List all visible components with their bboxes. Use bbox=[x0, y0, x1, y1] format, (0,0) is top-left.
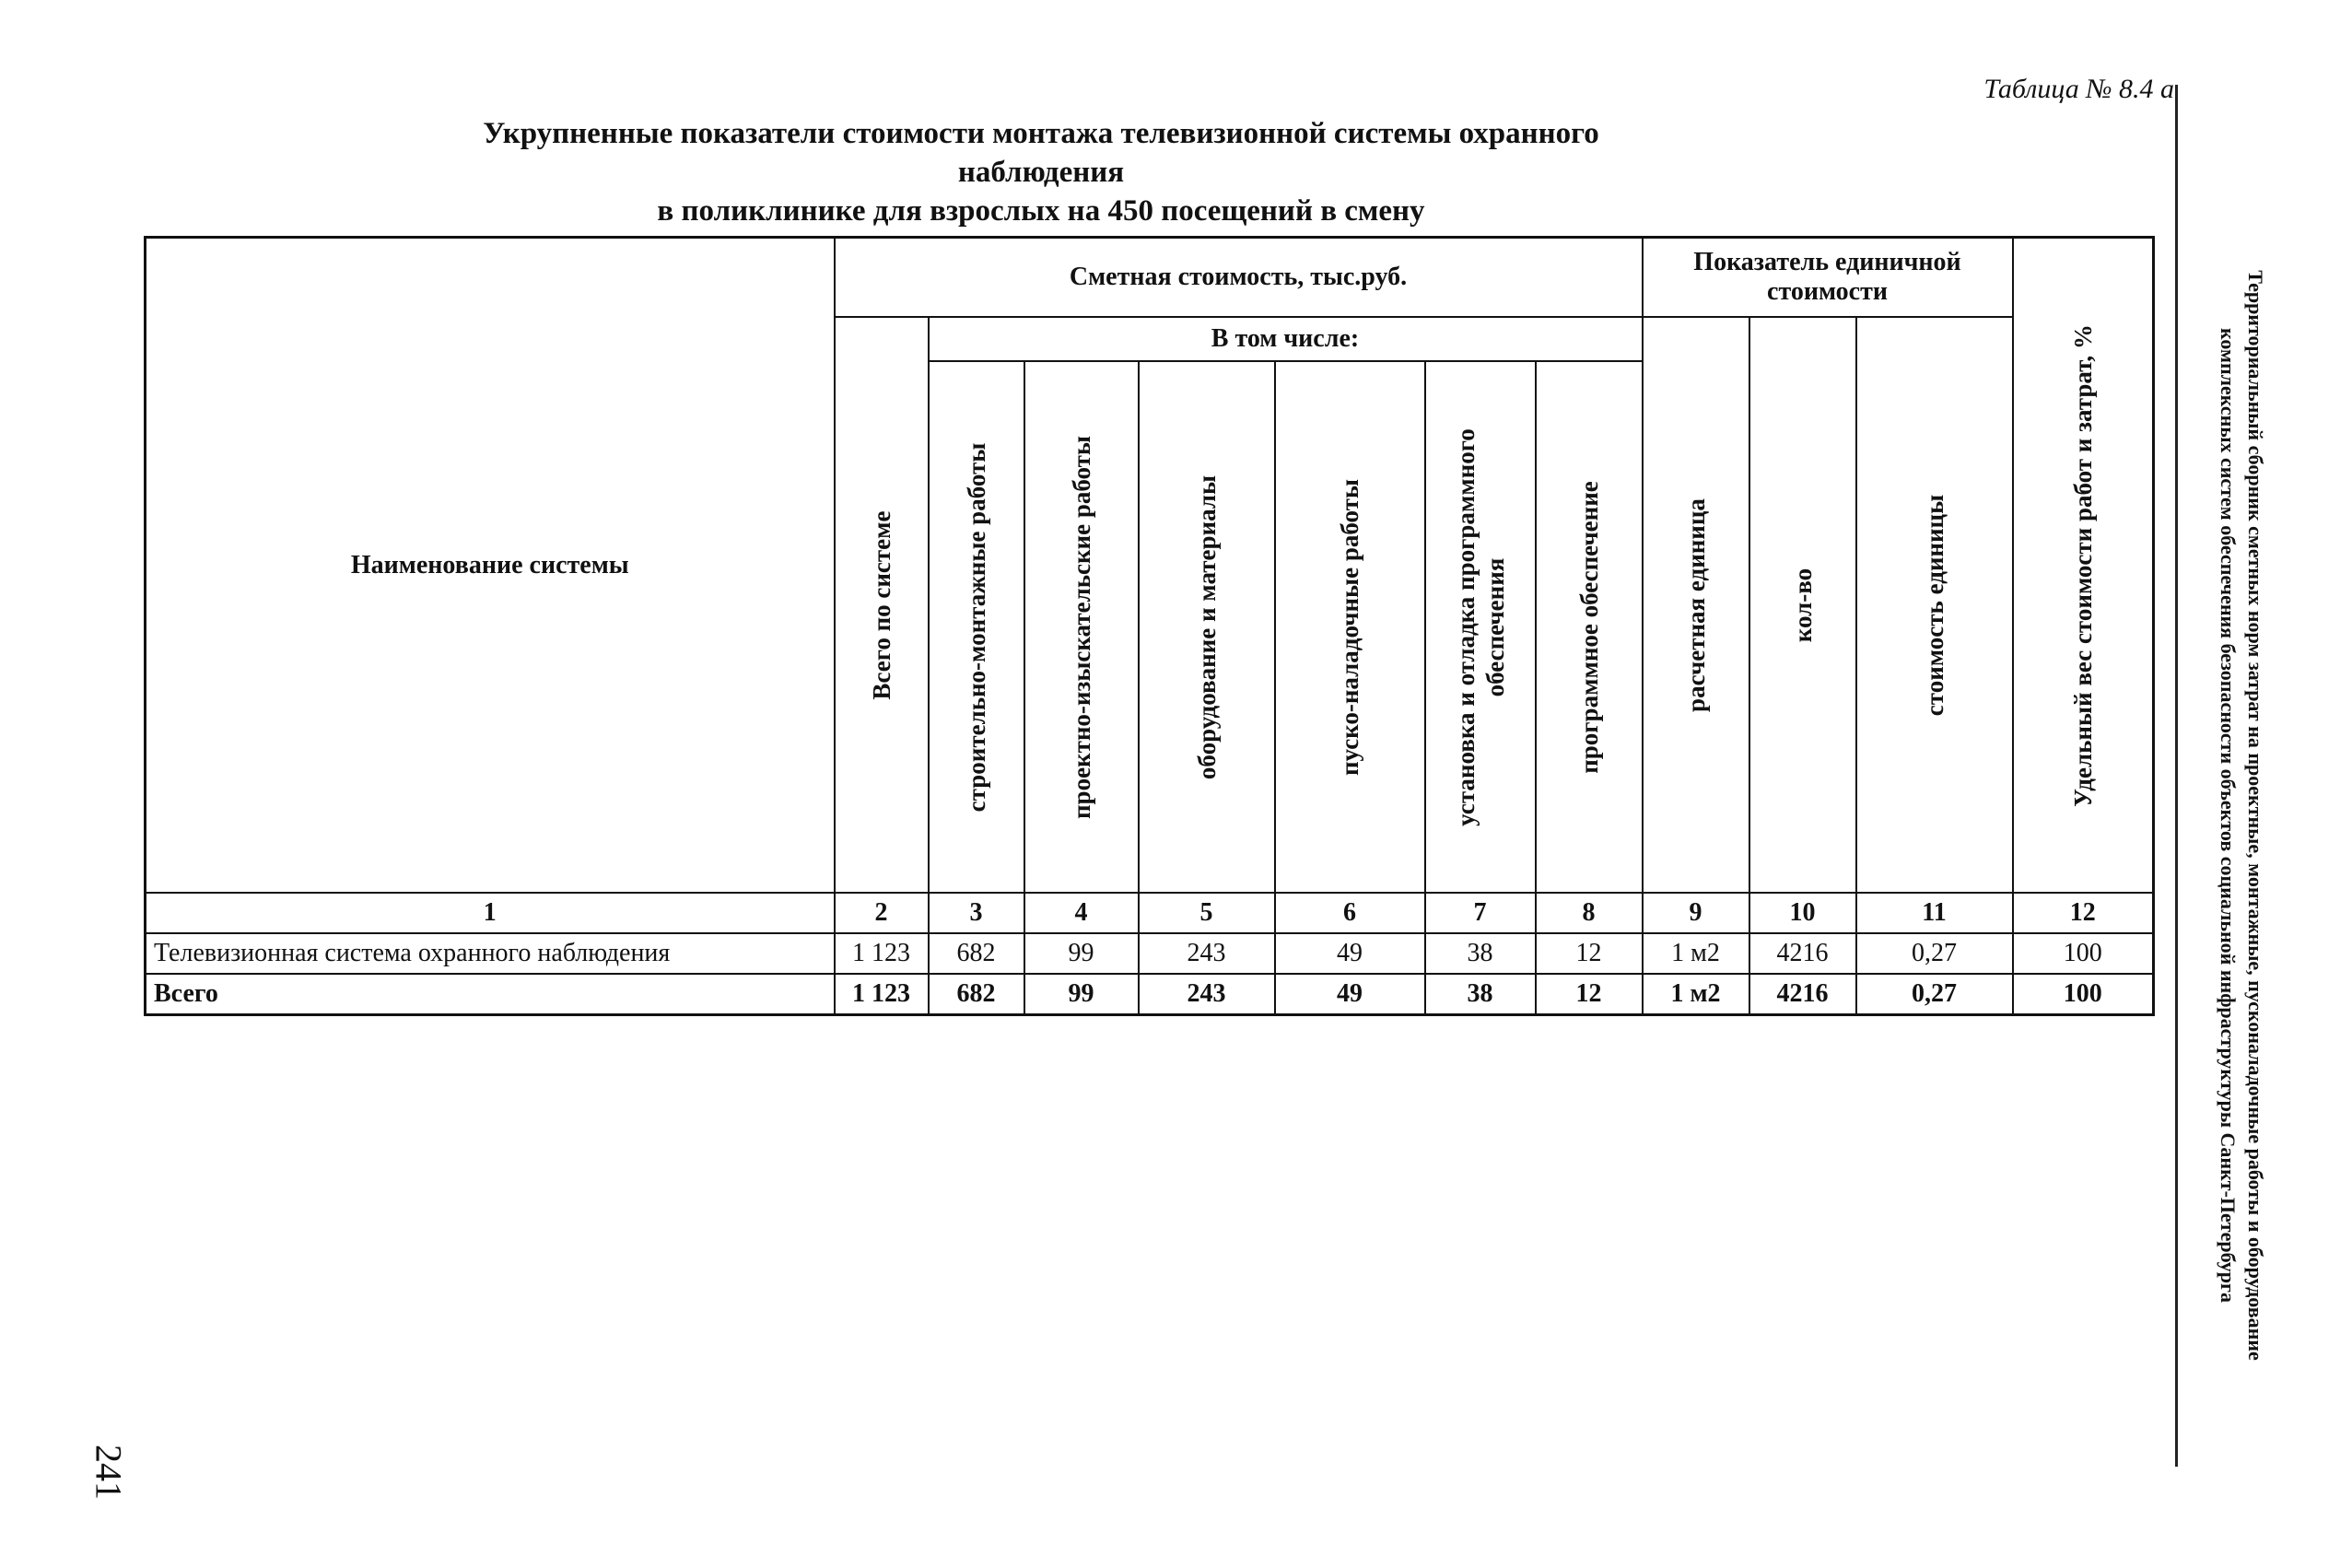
cell-system-name: Всего bbox=[146, 974, 835, 1014]
title-line-2: в поликлинике для взрослых на 450 посещений в смену bbox=[657, 194, 1425, 228]
page-number bbox=[81, 1426, 136, 1518]
column-number: 6 bbox=[1275, 893, 1425, 933]
cell-equipment: 243 bbox=[1139, 974, 1275, 1014]
column-number-row bbox=[146, 893, 2154, 933]
cell-software-setup: 38 bbox=[1425, 933, 1536, 974]
cell-design: 99 bbox=[1024, 933, 1139, 974]
column-number: 1 bbox=[146, 893, 835, 933]
cell-construction: 682 bbox=[929, 974, 1024, 1014]
cell-design: 99 bbox=[1024, 974, 1139, 1014]
running-header bbox=[2209, 161, 2274, 1469]
cell-share: 100 bbox=[2013, 933, 2154, 974]
cell-software-setup: 38 bbox=[1425, 974, 1536, 1014]
cell-qty: 4216 bbox=[1749, 974, 1856, 1014]
table-row-total bbox=[146, 974, 2154, 1014]
column-number: 12 bbox=[2013, 893, 2154, 933]
header-share: Удельный вес стоимости работ и затрат, % bbox=[2013, 238, 2154, 894]
header-total: Всего по системе bbox=[835, 317, 929, 893]
header-construction: строительно-монтажные работы bbox=[929, 361, 1024, 893]
cell-software: 12 bbox=[1536, 933, 1643, 974]
page-title bbox=[396, 114, 1686, 230]
column-number: 2 bbox=[835, 893, 929, 933]
cell-software: 12 bbox=[1536, 974, 1643, 1014]
header-system-name: Наименование системы bbox=[146, 238, 835, 894]
column-number: 5 bbox=[1139, 893, 1275, 933]
page-number-text: 241 bbox=[88, 1445, 130, 1500]
cell-qty: 4216 bbox=[1749, 933, 1856, 974]
column-number: 11 bbox=[1856, 893, 2013, 933]
column-number: 3 bbox=[929, 893, 1024, 933]
cell-construction: 682 bbox=[929, 933, 1024, 974]
cell-total: 1 123 bbox=[835, 974, 929, 1014]
header-unit: расчетная единица bbox=[1643, 317, 1749, 893]
running-header-line-2: комплексных систем обеспечения безопасности объектов социальной инфраструктуры Санкт-Петербурга bbox=[2217, 328, 2240, 1303]
cell-share: 100 bbox=[2013, 974, 2154, 1014]
header-including: В том числе: bbox=[929, 317, 1643, 361]
cell-commissioning: 49 bbox=[1275, 933, 1425, 974]
header-commissioning: пуско-наладочные работы bbox=[1275, 361, 1425, 893]
header-unit-cost-indicator: Показатель единичной стоимости bbox=[1643, 238, 2013, 318]
cell-unit: 1 м2 bbox=[1643, 933, 1749, 974]
header-design: проектно-изыскательские работы bbox=[1024, 361, 1139, 893]
margin-divider bbox=[2175, 85, 2178, 1467]
cost-table bbox=[144, 236, 2155, 1016]
title-line-1: Укрупненные показатели стоимости монтажа телевизионной системы охранного наблюдения bbox=[483, 117, 1599, 189]
column-number: 9 bbox=[1643, 893, 1749, 933]
cell-total: 1 123 bbox=[835, 933, 929, 974]
cell-equipment: 243 bbox=[1139, 933, 1275, 974]
table-row bbox=[146, 933, 2154, 974]
table-number-label: Таблица № 8.4 а bbox=[1983, 74, 2174, 104]
column-number: 10 bbox=[1749, 893, 1856, 933]
header-equipment: оборудование и материалы bbox=[1139, 361, 1275, 893]
cell-system-name: Телевизионная система охранного наблюдения bbox=[146, 933, 835, 974]
cell-unit: 1 м2 bbox=[1643, 974, 1749, 1014]
column-number: 8 bbox=[1536, 893, 1643, 933]
header-qty: кол-во bbox=[1749, 317, 1856, 893]
cell-unit-cost: 0,27 bbox=[1856, 933, 2013, 974]
cell-commissioning: 49 bbox=[1275, 974, 1425, 1014]
header-software: программное обеспечение bbox=[1536, 361, 1643, 893]
column-number: 4 bbox=[1024, 893, 1139, 933]
header-unit-cost: стоимость единицы bbox=[1856, 317, 2013, 893]
header-estimated-cost: Сметная стоимость, тыс.руб. bbox=[835, 238, 1643, 318]
running-header-line-1: Территориальный сборник сметных норм затрат на проектные, монтажные, пусконаладочные работы и оборудование bbox=[2244, 270, 2267, 1361]
header-software-setup: установка и отладка программного обеспечения bbox=[1425, 361, 1536, 893]
cell-unit-cost: 0,27 bbox=[1856, 974, 2013, 1014]
column-number: 7 bbox=[1425, 893, 1536, 933]
